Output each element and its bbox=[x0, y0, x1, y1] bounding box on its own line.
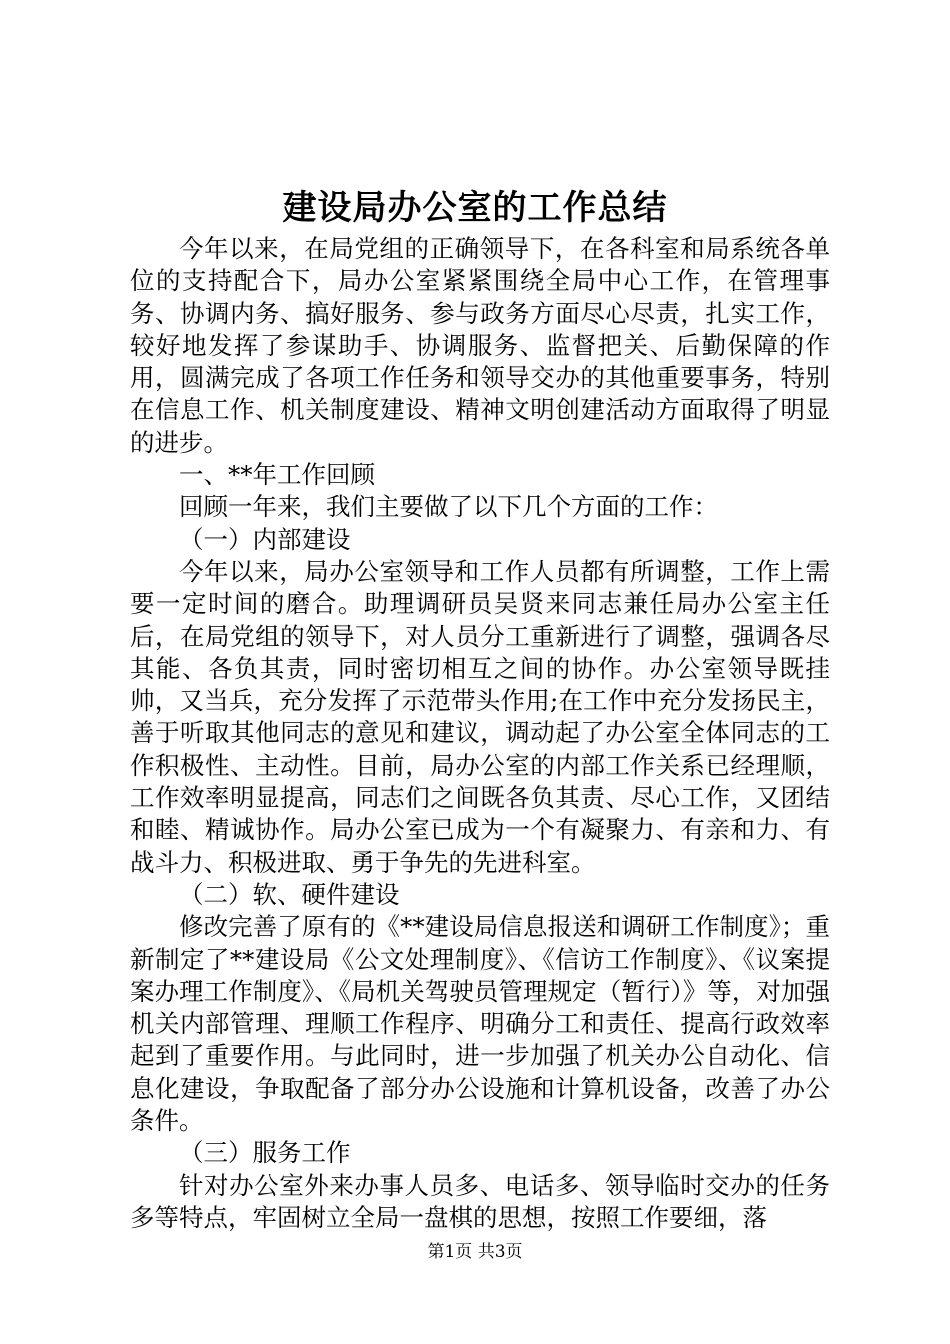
subheading-service-work: （三）服务工作 bbox=[179, 1138, 351, 1168]
paragraph-software-hardware: 修改完善了原有的《**建设局信息报送和调研工作制度》；重新制定了**建设局《公文处理制度》、《信访工作制度》、《议案提案办理工作制度》、《局机关驾驶员管理规定（暂行）》等，对加强机关内部管理、理顺工作程序、明确分工和责任、提高行政效率起到了重要作用。与此同时，进一步加强了机关办公自动化、信息化建设，争取配备了部分办公设施和计算机设备，改善了办公条件。 bbox=[130, 912, 830, 1136]
paragraph-internal-construction: 今年以来，局办公室领导和工作人员都有所调整，工作上需要一定时间的磨合。助理调研员吴贤来同志兼任局办公室主任后，在局党组的领导下，对人员分工重新进行了调整，强调各尽其能、各负其责，同时密切相互之间的协作。办公室领导既挂帅，又当兵，充分发挥了示范带头作用;在工作中充分发扬民主，善于听取其他同志的意见和建议，调动起了办公室全体同志的工作积极性、主动性。目前，局办公室的内部工作关系已经理顺，工作效率明显提高，同志们之间既各负其责、尽心工作，又团结和睦、精诚协作。局办公室已成为一个有凝聚力、有亲和力、有战斗力、积极进取、勇于争先的先进科室。 bbox=[130, 556, 830, 877]
paragraph-intro: 今年以来，在局党组的正确领导下，在各科室和局系统各单位的支持配合下，局办公室紧紧围绕全局中心工作，在管理事务、协调内务、搞好服务、参与政务方面尽心尽责，扎实工作，较好地发挥了参谋助手、协调服务、监督把关、后勤保障的作用，圆满完成了各项工作任务和领导交办的其他重要事务，特别在信息工作、机关制度建设、精神文明创建活动方面取得了明显的进步。 bbox=[130, 234, 830, 457]
page-footer: 第1页 共3页 bbox=[427, 1242, 523, 1262]
subheading-internal-construction: （一）内部建设 bbox=[179, 524, 351, 554]
section-heading-review: 一、**年工作回顾 bbox=[179, 460, 375, 490]
paragraph-review-lead: 回顾一年来，我们主要做了以下几个方面的工作： bbox=[179, 492, 718, 522]
subheading-software-hardware: （二）软、硬件建设 bbox=[179, 879, 400, 909]
document-body bbox=[130, 233, 830, 1234]
document-title: 建设局办公室的工作总结 bbox=[282, 188, 668, 228]
paragraph-service-work: 针对办公室外来办事人员多、电话多、领导临时交办的任务多等特点，牢固树立全局一盘棋的思想，按照工作要细，落 bbox=[130, 1170, 830, 1232]
